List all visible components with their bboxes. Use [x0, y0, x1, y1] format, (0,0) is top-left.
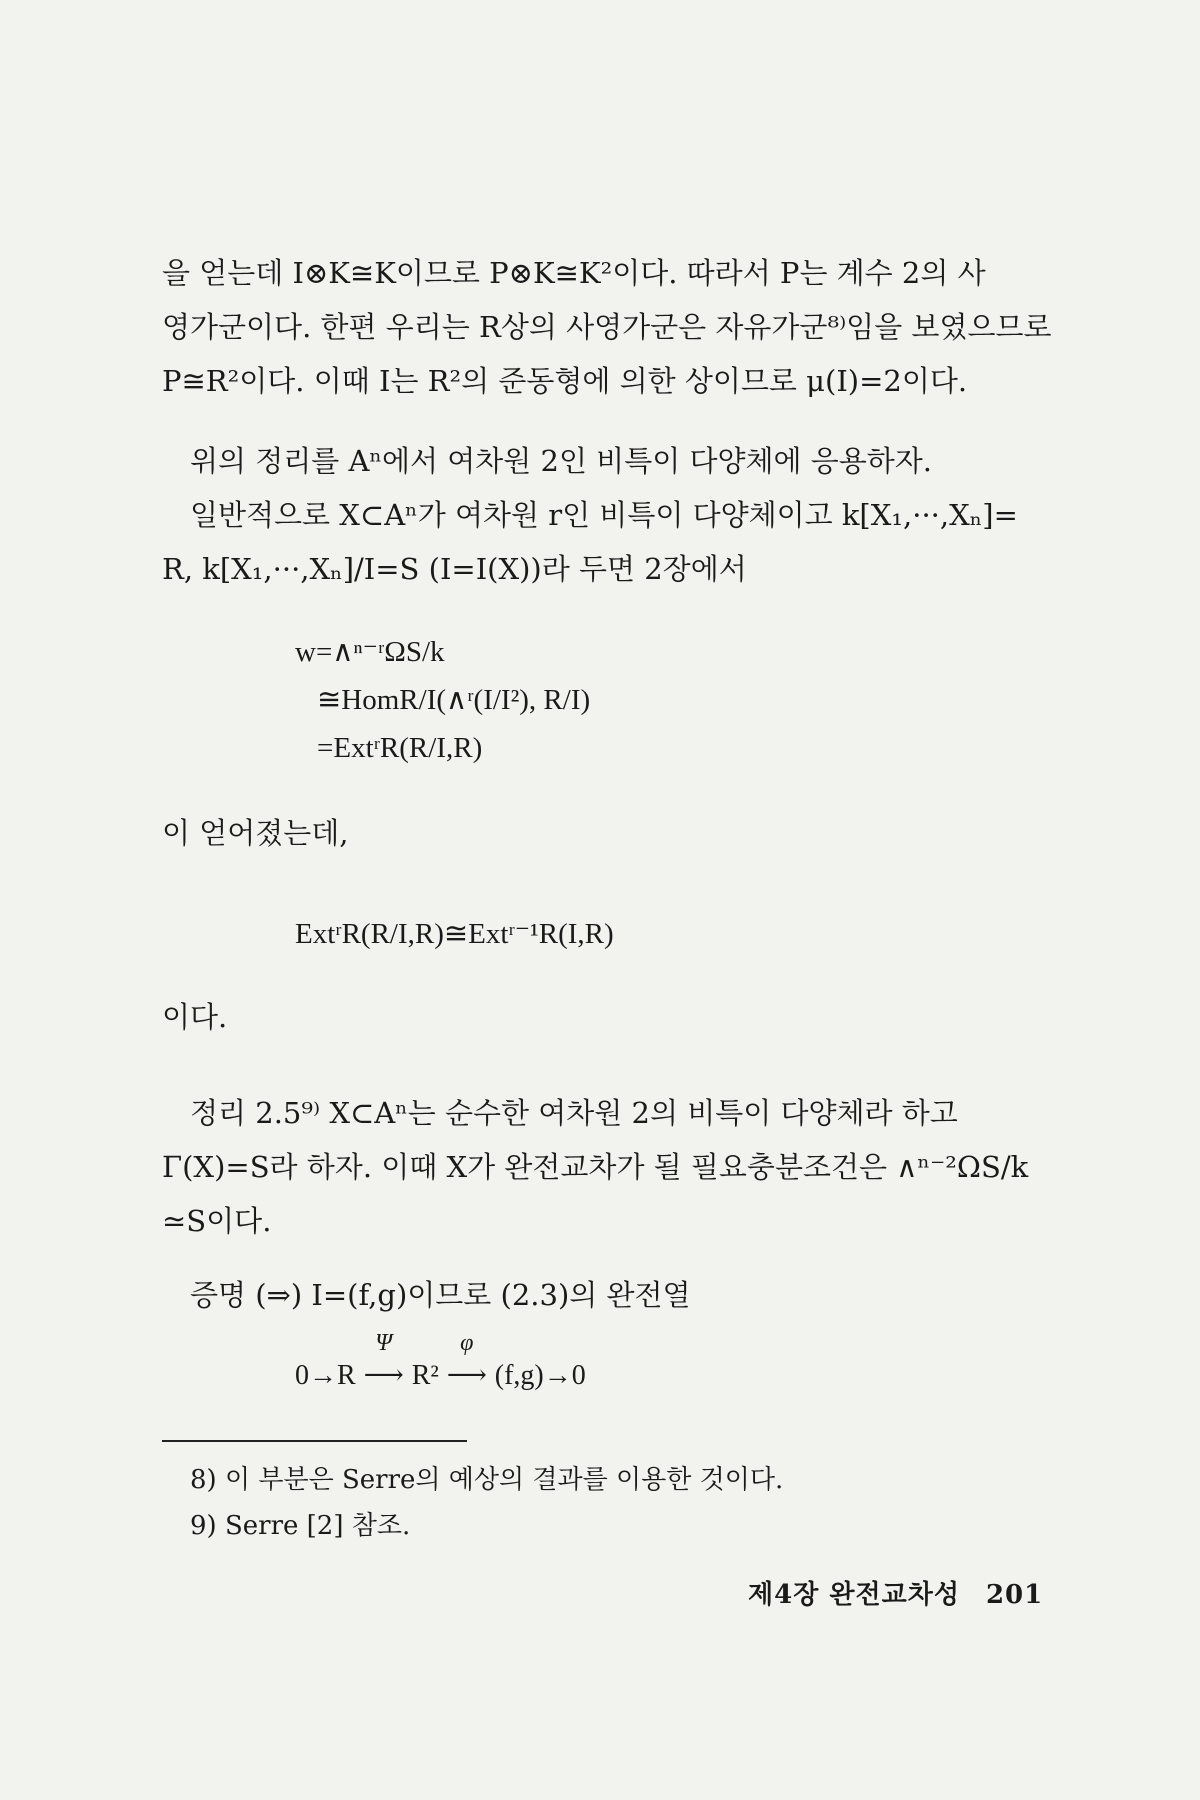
arrow-label: φ [460, 1330, 474, 1356]
equation-line: ≅HomR/I(∧ʳ(I/I²), R/I) [317, 684, 591, 716]
footnote-9: 9) Serre [2] 참조. [190, 1511, 411, 1541]
arrow-psi: Ψ ⟶ [356, 1358, 412, 1392]
paragraph-line: 위의 정리를 Aⁿ에서 여차원 2인 비특이 다양체에 응용하자. [190, 444, 932, 478]
paragraph-line: 을 얻는데 I⊗K≅K이므로 P⊗K≅K²이다. 따라서 P는 계수 2의 사 [162, 256, 986, 290]
theorem-line: 정리 2.5⁹⁾ X⊂Aⁿ는 순수한 여차원 2의 비특이 다양체라 하고 [190, 1096, 958, 1130]
paragraph-line: 영가군이다. 한편 우리는 R상의 사영가군은 자유가군⁸⁾임을 보였으므로 [162, 310, 1052, 344]
sequence-part: (f,g)→0 [494, 1360, 586, 1391]
theorem-line: Γ(X)=S라 하자. 이때 X가 완전교차가 될 필요충분조건은 ∧ⁿ⁻²ΩS/k [162, 1150, 1029, 1184]
chapter-title: 제4장 완전교차성 [748, 1580, 960, 1610]
paragraph-1 [162, 246, 1052, 408]
proof-intro [162, 1268, 1052, 1322]
arrow-phi: φ ⟶ [439, 1358, 495, 1392]
equation-line: =ExtʳR(R/I,R) [317, 732, 483, 764]
page-footer [748, 1574, 1043, 1611]
paragraph-line: R, k[X₁,···,Xₙ]/I=S (I=I(X))라 두면 2장에서 [162, 552, 747, 586]
footnote-separator [162, 1440, 467, 1442]
theorem-line: ≃S이다. [162, 1204, 272, 1238]
paragraph-line: 이 얻어졌는데, [162, 816, 349, 850]
equation-line: w=∧ⁿ⁻ʳΩS/k [295, 636, 445, 668]
text-after-display-2 [162, 990, 1052, 1044]
page-number: 201 [985, 1580, 1044, 1610]
sequence-part: 0→R [295, 1360, 356, 1391]
display-equation-1 [295, 628, 590, 772]
paragraph-line: P≅R²이다. 이때 I는 R²의 준동형에 의한 상이므로 μ(I)=2이다. [162, 364, 968, 398]
paragraph-line: 이다. [162, 1000, 228, 1034]
display-equation-2 [295, 910, 614, 958]
text-after-display-1 [162, 806, 1052, 860]
paragraph-line: 일반적으로 X⊂Aⁿ가 여차원 r인 비특이 다양체이고 k[X₁,···,Xₙ]= [190, 498, 1018, 532]
exact-sequence [295, 1330, 586, 1392]
paragraph-2 [162, 434, 1052, 596]
sequence-part: R² [411, 1360, 439, 1391]
proof-line: 증명 (⇒) I=(f,g)이므로 (2.3)의 완전열 [190, 1278, 691, 1312]
equation-line: ExtʳR(R/I,R)≅Extʳ⁻¹R(I,R) [295, 918, 614, 950]
theorem-2-5 [162, 1086, 1052, 1248]
arrow-label: Ψ [375, 1330, 393, 1356]
footnote-8: 8) 이 부분은 Serre의 예상의 결과를 이용한 것이다. [190, 1465, 784, 1495]
